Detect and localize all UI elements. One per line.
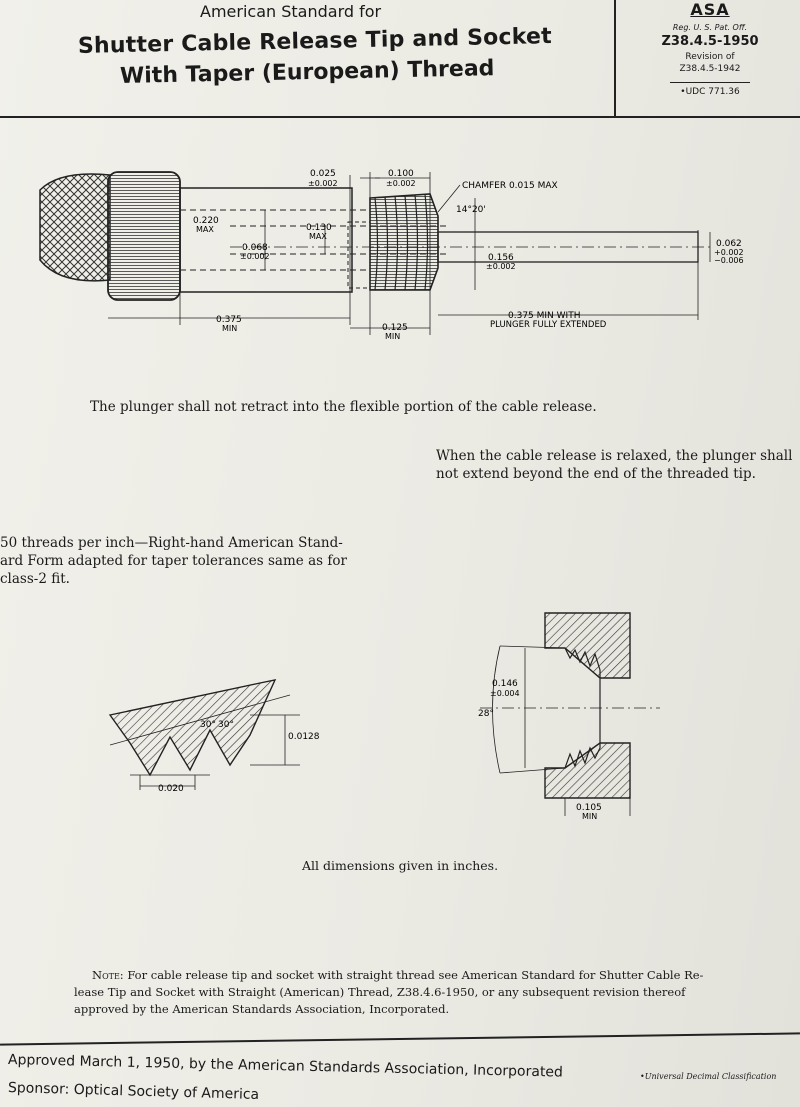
tol-0062-minus: −0.006: [714, 256, 744, 265]
tol-0025: ±0.002: [308, 179, 338, 188]
approval-line: Approved March 1, 1950, by the American Standards Association, Incorporated: [7, 1052, 564, 1081]
asa-rule: [670, 82, 750, 83]
sponsor-line: Sponsor: Optical Society of America: [7, 1080, 260, 1104]
dim-0220: 0.220: [193, 216, 219, 226]
socket-diagram: [470, 608, 670, 828]
udc-footnote: •Universal Decimal Classification: [640, 1072, 777, 1081]
note-label: Note:: [92, 968, 124, 982]
note-line1: [92, 968, 703, 983]
dim-0125: 0.125: [382, 323, 408, 333]
tol-0156: ±0.002: [486, 262, 516, 271]
dim-0062: 0.062: [716, 239, 742, 249]
relaxed-line1: When the cable release is relaxed, the plunger shall: [436, 448, 793, 464]
note-line1-text: For cable release tip and socket with straight thread see American Standard for Shutter Cable Re-: [127, 968, 704, 982]
min-0375: MIN: [222, 324, 238, 333]
revision-label: Revision of: [685, 52, 735, 62]
header-divider: [614, 0, 616, 117]
socket-angle: 28°: [478, 709, 494, 719]
header-rule: [0, 116, 800, 118]
header-title-line1: Shutter Cable Release Tip and Socket: [77, 24, 553, 59]
thread-angle-b: 30°: [218, 720, 234, 730]
asa-logo: ASA: [690, 0, 730, 19]
tol-0068: ±0.002: [240, 252, 270, 261]
asa-box: [622, 0, 798, 116]
note-line3: approved by the American Standards Association, Incorporated.: [74, 1002, 450, 1016]
dim-0105: 0.105: [576, 803, 602, 813]
plunger-retract-text: The plunger shall not retract into the flexible portion of the cable release.: [90, 399, 597, 415]
dim-0156: 0.156: [488, 253, 514, 263]
dim-0130: 0.130: [306, 223, 332, 233]
threads-line2: ard Form adapted for taper tolerances same as for: [0, 553, 347, 569]
thread-angle-a: 30°: [200, 720, 216, 730]
dim-0375: 0.375: [216, 315, 242, 325]
thread-form-diagram: [100, 665, 330, 800]
dim-0146: 0.146: [492, 679, 518, 689]
chamfer-note: CHAMFER 0.015 MAX: [462, 181, 558, 191]
min-0105: MIN: [582, 812, 598, 821]
threads-line3: class-2 fit.: [0, 571, 70, 587]
dim-0025: 0.025: [310, 169, 336, 179]
standard-number: Z38.4.5-1950: [661, 34, 759, 49]
dim-0100: 0.100: [388, 169, 414, 179]
udc-code: •UDC 771.36: [680, 87, 740, 97]
tip-diagram: [30, 150, 770, 350]
dim-0068: 0.068: [242, 243, 268, 253]
tol-0146: ±0.004: [490, 689, 520, 698]
reg-mark: Reg. U. S. Pat. Off.: [672, 23, 748, 32]
thread-pitch: 0.020: [158, 784, 184, 794]
footer-rule: [0, 1032, 800, 1045]
plunger-note: 0.375 MIN WITH: [508, 311, 581, 321]
header-subtitle: American Standard for: [200, 2, 382, 21]
angle-label: 14°20': [456, 205, 486, 215]
plunger-note2: PLUNGER FULLY EXTENDED: [490, 320, 607, 330]
thread-height: 0.0128: [288, 732, 320, 742]
tol-0062-plus: +0.002: [714, 248, 744, 257]
threads-line1: 50 threads per inch—Right-hand American Stand-: [0, 535, 343, 551]
relaxed-line2: not extend beyond the end of the threaded tip.: [436, 466, 756, 482]
header-title-line2: With Taper (European) Thread: [119, 56, 495, 89]
min-0125: MIN: [385, 332, 401, 341]
max-0220: MAX: [196, 225, 214, 234]
note-line2: lease Tip and Socket with Straight (American) Thread, Z38.4.6-1950, or any subsequent revision thereof: [74, 985, 686, 999]
revision-number: Z38.4.5-1942: [679, 64, 741, 74]
tol-0100: ±0.002: [386, 179, 416, 188]
dimensions-note: All dimensions given in inches.: [302, 858, 499, 873]
max-0130: MAX: [309, 232, 327, 241]
